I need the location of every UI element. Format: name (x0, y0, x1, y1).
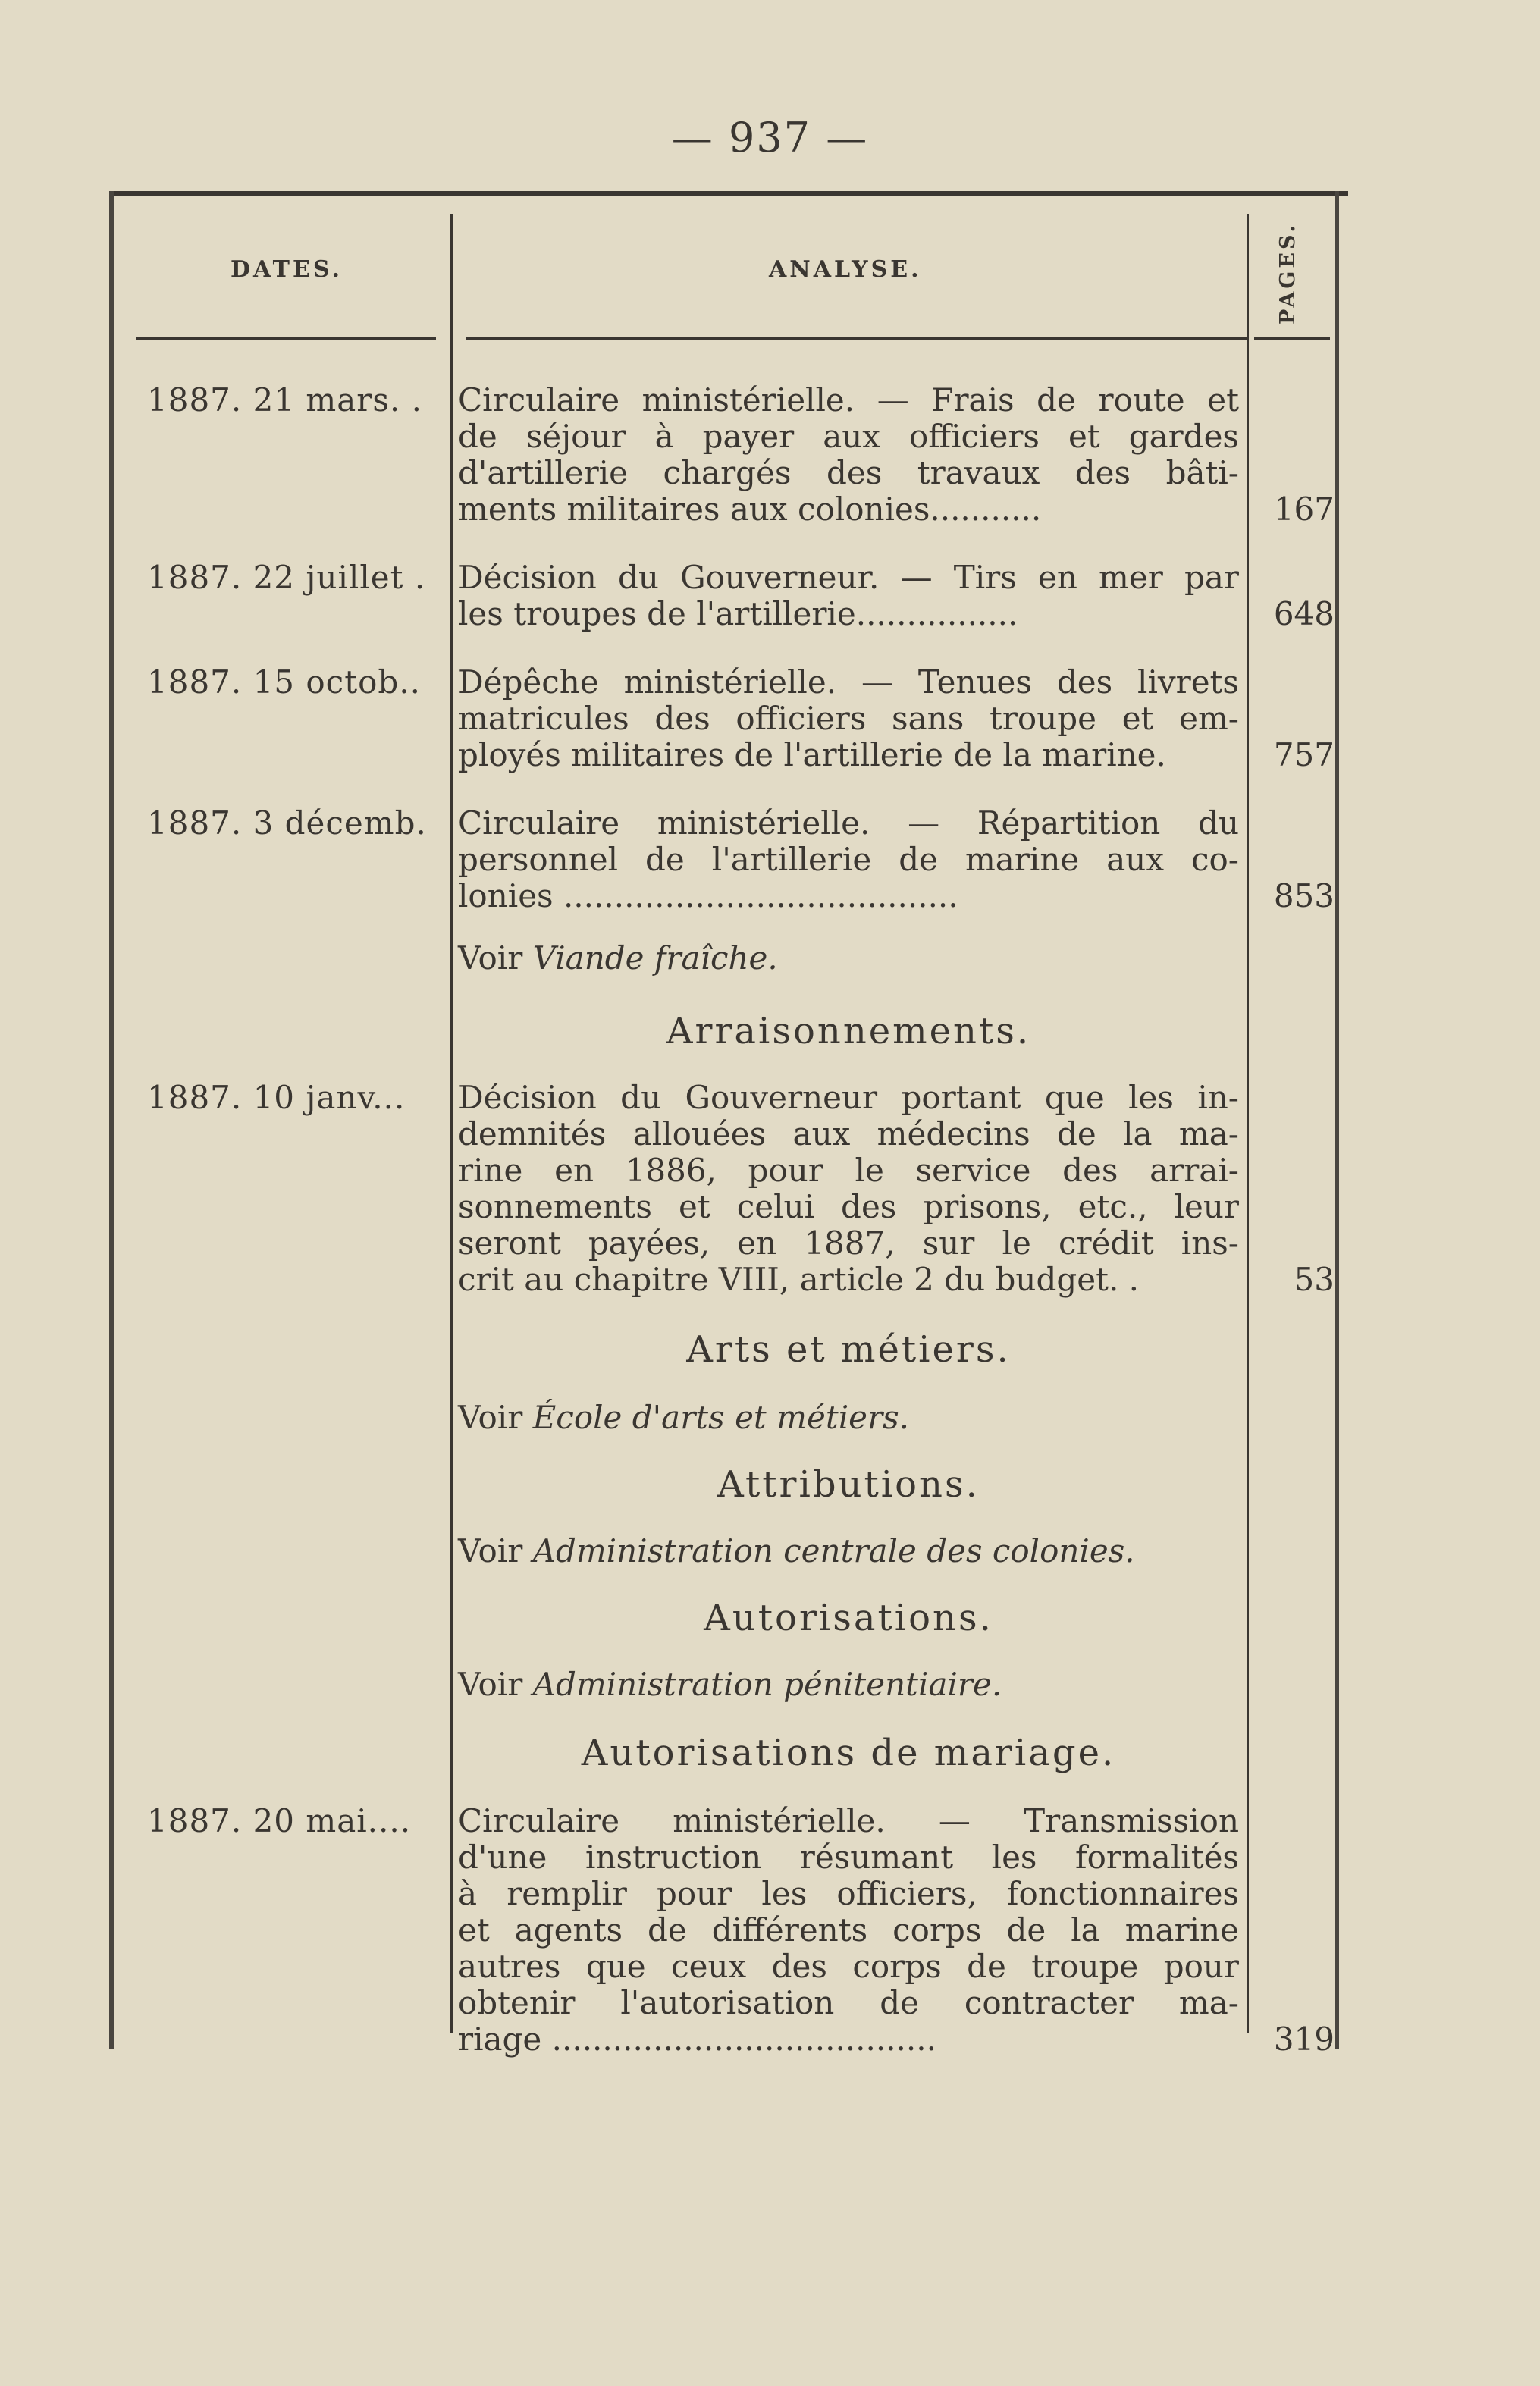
entry-line: Circulaire ministérielle. — Répartition du (458, 804, 1239, 842)
entry-text (458, 560, 1239, 632)
column-separator-dates (450, 214, 453, 2033)
section-heading: Attributions. (717, 1463, 980, 1506)
see-also: Voir Administration pénitentiaire. (458, 1666, 1002, 1703)
header-pages: PAGES. (1275, 221, 1300, 325)
header-analyse: ANALYSE. (769, 256, 922, 283)
entry-date: 1887. 21 mars. . (147, 381, 422, 419)
entry-line: obtenir l'autorisation de contracter ma- (458, 1984, 1239, 2021)
header-rule-analyse (466, 337, 1247, 340)
entry-line: riage ...................................... (458, 2021, 936, 2058)
entry-text (458, 1803, 1239, 2058)
entry-line: autres que ceux des corps de troupe pour (458, 1948, 1239, 1985)
entry-date: 1887. 3 décemb. (147, 804, 427, 842)
entry-page: 757 (1273, 736, 1335, 773)
entry-page: 648 (1273, 595, 1335, 632)
entry-text (458, 1080, 1239, 1298)
entry-line: à remplir pour les officiers, fonctionnaires (458, 1875, 1239, 1912)
entry-line: demnités allouées aux médecins de la ma- (458, 1115, 1239, 1152)
entry-line: Décision du Gouverneur. — Tirs en mer par (458, 559, 1239, 596)
entry-line: et agents de différents corps de la marine (458, 1911, 1239, 1949)
entry-text (458, 382, 1239, 528)
entry-date: 1887. 10 janv... (147, 1079, 406, 1116)
entry-line: personnel de l'artillerie de marine aux co- (458, 841, 1239, 878)
entry-line: de séjour à payer aux officiers et gardes (458, 418, 1239, 455)
entry-line: d'artillerie chargés des travaux des bâti- (458, 454, 1239, 491)
entry-line: Circulaire ministérielle. — Frais de route et (458, 381, 1239, 419)
entry-line: seront payées, en 1887, sur le crédit ins- (458, 1224, 1239, 1262)
entry-line: rine en 1886, pour le service des arrai- (458, 1152, 1239, 1189)
entry-line: sonnements et celui des prisons, etc., leur (458, 1188, 1239, 1225)
entry-line: ployés militaires de l'artillerie de la marine. (458, 736, 1166, 773)
entry-text (458, 664, 1239, 773)
entry-line: les troupes de l'artillerie................ (458, 595, 1018, 632)
entry-line: crit au chapitre VIII, article 2 du budget. . (458, 1261, 1140, 1298)
header-rule-pages (1254, 337, 1330, 340)
entry-line: Dépêche ministérielle. — Tenues des livrets (458, 663, 1239, 701)
header-dates: DATES. (231, 256, 343, 283)
entry-page: 167 (1273, 491, 1335, 528)
column-separator-pages (1247, 214, 1249, 2033)
section-heading: Autorisations. (704, 1597, 993, 1639)
entry-line: lonies ....................................... (458, 877, 958, 914)
entry-line: Décision du Gouverneur portant que les in- (458, 1079, 1239, 1116)
page-number: — 937 — (671, 114, 869, 161)
entry-page: 319 (1273, 2021, 1335, 2058)
table-right-border (1335, 191, 1339, 2049)
section-heading: Arraisonnements. (666, 1010, 1031, 1052)
table-left-border (109, 191, 114, 2049)
entry-date: 1887. 20 mai.... (147, 1802, 412, 1839)
entry-text (458, 805, 1239, 914)
see-also: Voir Administration centrale des colonies. (458, 1532, 1135, 1569)
section-heading: Autorisations de mariage. (581, 1732, 1116, 1774)
entry-date: 1887. 22 juillet . (147, 559, 426, 596)
entry-page: 853 (1273, 877, 1335, 914)
header-rule-dates (136, 337, 436, 340)
section-heading: Arts et métiers. (686, 1328, 1011, 1371)
see-also: Voir Viande fraîche. (458, 939, 778, 977)
table-top-rule (114, 191, 1348, 196)
entry-line: d'une instruction résumant les formalités (458, 1839, 1239, 1876)
entry-page: 53 (1294, 1261, 1335, 1298)
entry-line: ments militaires aux colonies........... (458, 491, 1042, 528)
see-also: Voir École d'arts et métiers. (458, 1399, 909, 1436)
entry-line: matricules des officiers sans troupe et em- (458, 700, 1239, 737)
entry-date: 1887. 15 octob.. (147, 663, 421, 701)
entry-line: Circulaire ministérielle. — Transmission (458, 1802, 1239, 1839)
